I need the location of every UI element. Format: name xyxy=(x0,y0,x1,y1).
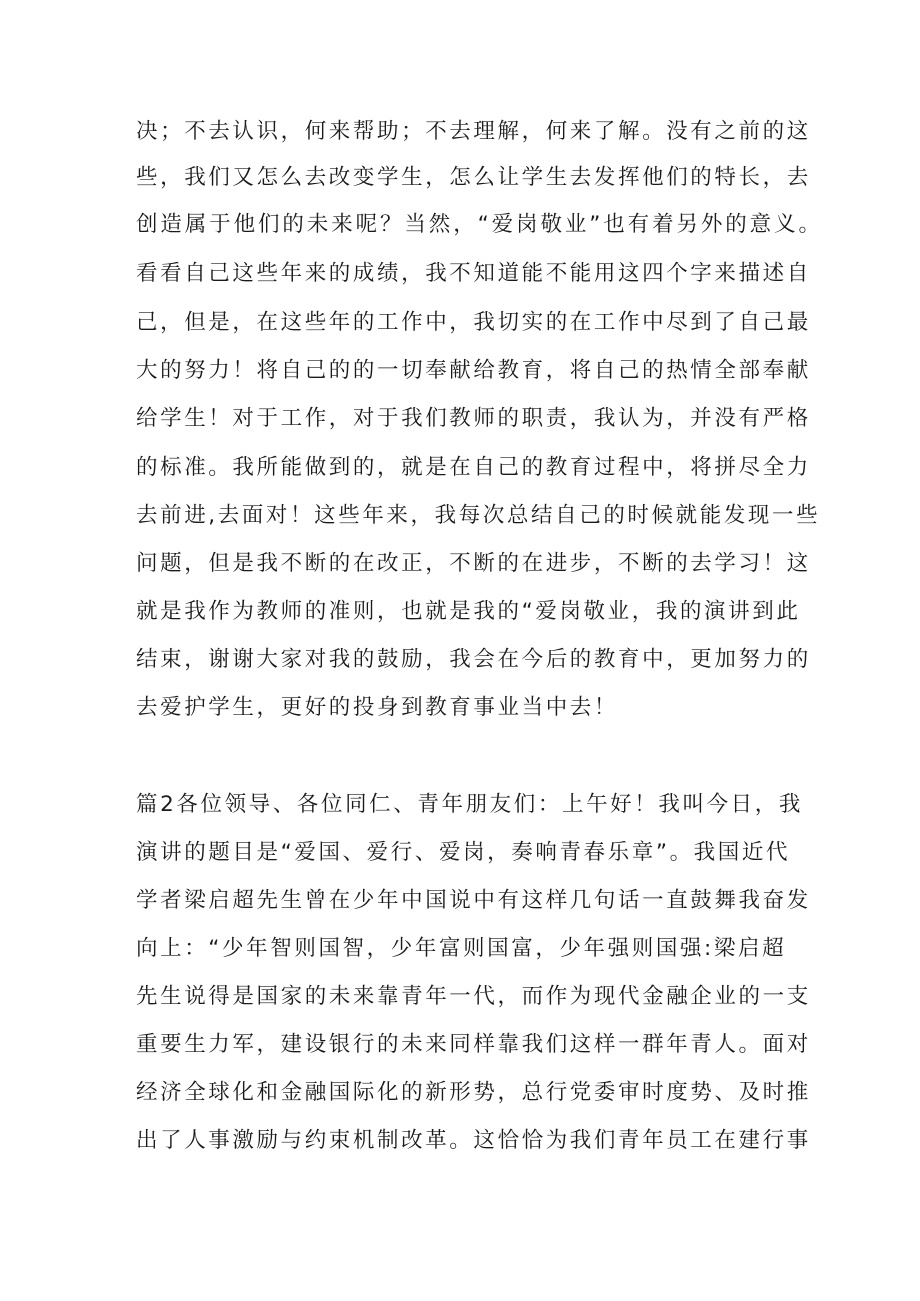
text-line: 创造属于他们的未来呢？当然，“爱岗敬业”也有着另外的意义。 xyxy=(136,212,823,237)
text-line: 向上：“少年智则国智，少年富则国富，少年强则国强:梁启超 xyxy=(136,936,787,961)
text-line: 问题，但是我不断的在改正，不断的在进步，不断的去学习！这 xyxy=(136,551,811,576)
text-line: 去前进,去面对！这些年来，我每次总结自己的时候就能发现一些 xyxy=(136,503,821,528)
text-line: 重要生力军，建设银行的未来同样靠我们这样一群年青人。面对 xyxy=(136,1032,811,1057)
text-line: 经济全球化和金融国际化的新形势，总行党委审时度势、及时推 xyxy=(136,1080,811,1105)
text-line: 演讲的题目是“爱国、爱行、爱岗，奏响青春乐章”。我国近代 xyxy=(136,840,791,865)
text-line: 些，我们又怎么去改变学生，怎么让学生去发挥他们的特长，去 xyxy=(136,165,811,190)
text-line: 给学生！对于工作，对于我们教师的职责，我认为，并没有严格 xyxy=(136,406,811,431)
text-line: 去爱护学生，更好的投身到教育事业当中去！ xyxy=(136,695,619,720)
text-line: 决；不去认识，何来帮助；不去理解，何来了解。没有之前的这 xyxy=(136,119,811,144)
text-line: 就是我作为教师的准则，也就是我的“爱岗敬业，我的演讲到此 xyxy=(136,599,801,624)
text-line: 的标准。我所能做到的，就是在自己的教育过程中，将拼尽全力 xyxy=(136,455,811,480)
text-line: 大的努力！将自己的的一切奉献给教育，将自己的热情全部奉献 xyxy=(136,358,811,383)
text-line: 己，但是，在这些年的工作中，我切实的在工作中尽到了自己最 xyxy=(136,310,811,335)
text-line: 先生说得是国家的未来靠青年一代，而作为现代金融企业的一支 xyxy=(136,984,811,1009)
text-line: 篇2各位领导、各位同仁、青年朋友们：上午好！我叫今日，我 xyxy=(136,792,803,817)
text-line: 学者梁启超先生曾在少年中国说中有这样几句话一直鼓舞我奋发 xyxy=(136,888,811,913)
text-line: 看看自己这些年来的成绩，我不知道能不能用这四个字来描述自 xyxy=(136,261,811,286)
text-line: 结束，谢谢大家对我的鼓励，我会在今后的教育中，更加努力的 xyxy=(136,647,811,672)
text-line: 出了人事激励与约束机制改革。这恰恰为我们青年员工在建行事 xyxy=(136,1128,811,1153)
